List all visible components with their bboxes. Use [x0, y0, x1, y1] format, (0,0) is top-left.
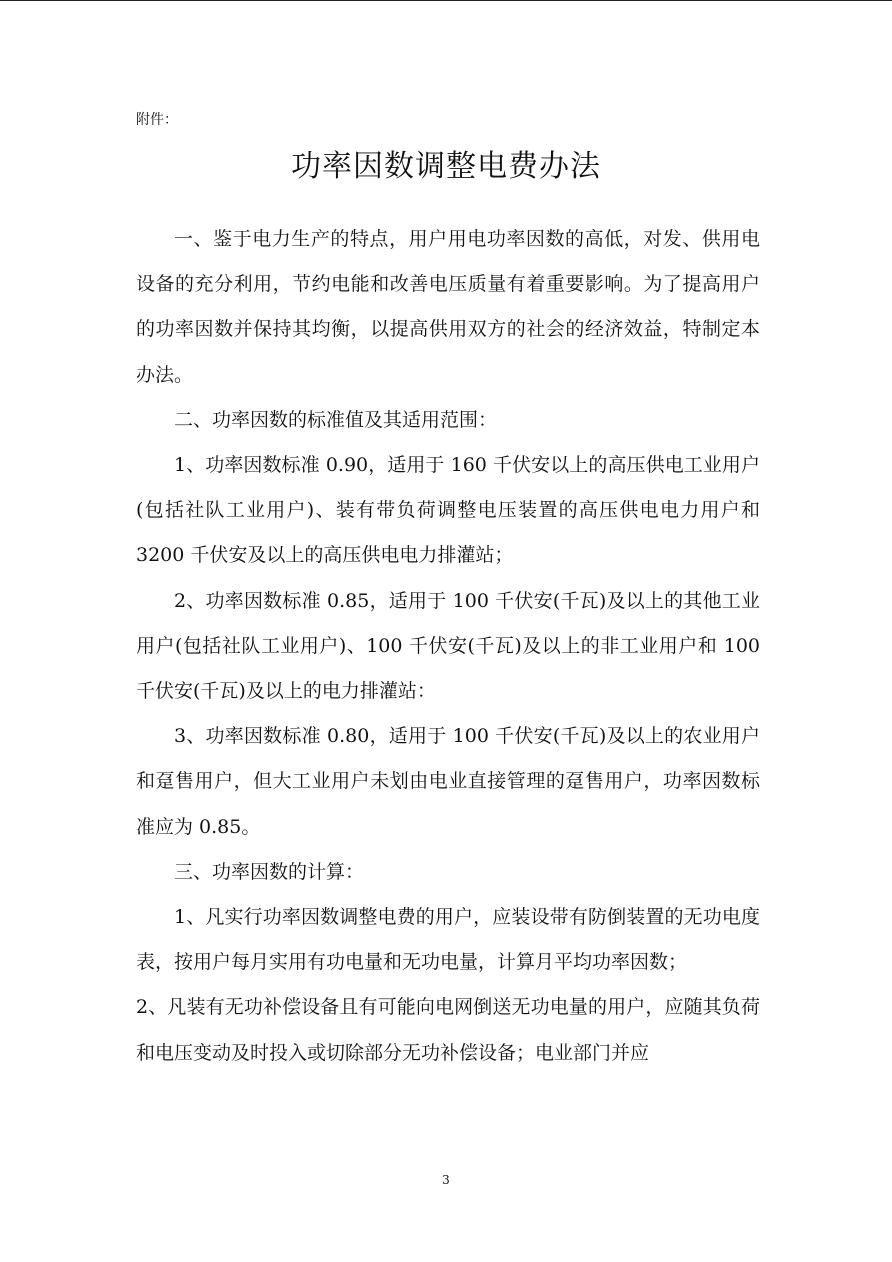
paragraph-7: 1、凡实行功率因数调整电费的用户，应装设带有防倒装置的无功电度表，按用户每月实用有功电量和无功电量，计算月平均功率因数；: [136, 906, 760, 974]
paragraph-8: 2、凡装有无功补偿设备且有可能向电网倒送无功电量的用户，应随其负荷和电压变动及时投入或切除部分无功补偿设备；电业部门并应: [136, 996, 760, 1064]
paragraph-3: 1、功率因数标准 0.90，适用于 160 千伏安以上的高压供电工业用户(包括社队工业用户)、装有带负荷调整电压装置的高压供电电力用户和 3200 千伏安及以上的高压供电电力排灌站；: [136, 454, 760, 567]
paragraph-4: 2、功率因数标准 0.85，适用于 100 千伏安(千瓦)及以上的其他工业用户(包括社队工业用户)、100 千伏安(千瓦)及以上的非工业用户和 100 千伏安(千瓦)及以上的电力排灌站：: [136, 589, 760, 703]
page-number: 3: [442, 1173, 450, 1187]
document-body: [136, 217, 760, 1076]
paragraph-6: 三、功率因数的计算：: [174, 860, 365, 883]
paragraph-1: 一、鉴于电力生产的特点，用户用电功率因数的高低，对发、供用电设备的充分利用，节约电能和改善电压质量有着重要影响。为了提高用户的功率因数并保持其均衡，以提高供用双方的社会的经济效益，特制定本办法。: [136, 228, 760, 386]
attachment-label: 附件：: [136, 112, 178, 128]
document-title: 功率因数调整电费办法: [291, 149, 601, 184]
paragraph-2: 二、功率因数的标准值及其适用范围：: [174, 408, 498, 431]
paragraph-5: 3、功率因数标准 0.80，适用于 100 千伏安(千瓦)及以上的农业用户和趸售用户，但大工业用户未划由电业直接管理的趸售用户，功率因数标准应为 0.85。: [136, 725, 760, 838]
